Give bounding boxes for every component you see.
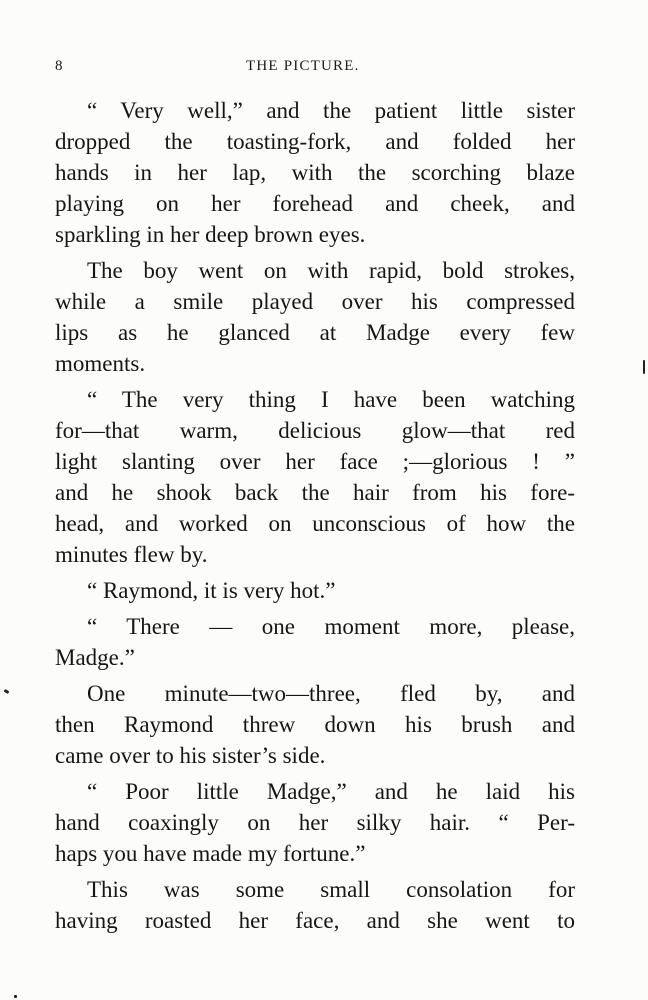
text-line: having roasted her face, and she went to (55, 908, 575, 933)
text-line: dropped the toasting-fork, and folded her (55, 129, 575, 154)
scan-speck (643, 360, 645, 374)
text-line: and he shook back the hair from his fore- (55, 480, 575, 505)
scan-speck (14, 995, 17, 998)
text-line: then Raymond threw down his brush and (55, 712, 575, 737)
text-line: “ Raymond, it is very hot.” (87, 578, 336, 603)
text-line: moments. (55, 351, 146, 376)
text-line: came over to his sister’s side. (55, 743, 326, 768)
text-line: “ Poor little Madge,” and he laid his (87, 779, 575, 804)
body-text (55, 95, 575, 936)
text-line: This was some small consolation for (87, 877, 575, 902)
text-line: The boy went on with rapid, bold strokes, (87, 258, 575, 283)
text-line: minutes flew by. (55, 542, 208, 567)
text-line: “ There — one moment more, please, (87, 614, 575, 639)
text-line: for—that warm, delicious glow—that red (55, 418, 575, 443)
text-line: playing on her forehead and cheek, and (55, 191, 575, 216)
text-line: Madge.” (55, 645, 135, 670)
text-line: One minute—two—three, fled by, and (87, 681, 575, 706)
page-number: 8 (55, 58, 63, 74)
text-line: hands in her lap, with the scorching blaze (55, 160, 575, 185)
text-line: “ The very thing I have been watching (87, 387, 575, 412)
text-line: head, and worked on unconscious of how the (55, 511, 575, 536)
text-line: while a smile played over his compressed (55, 289, 575, 314)
text-line: light slanting over her face ;—glorious ! ” (55, 449, 575, 474)
page-header (0, 55, 648, 81)
text-line: lips as he glanced at Madge every few (55, 320, 575, 345)
text-line: “ Very well,” and the patient little sister (87, 98, 575, 123)
scan-speck (4, 689, 10, 694)
text-line: hand coaxingly on her silky hair. “ Per- (55, 810, 575, 835)
running-title: THE PICTURE. (246, 58, 360, 74)
text-line: haps you have made my fortune.” (55, 841, 366, 866)
text-line: sparkling in her deep brown eyes. (55, 222, 366, 247)
